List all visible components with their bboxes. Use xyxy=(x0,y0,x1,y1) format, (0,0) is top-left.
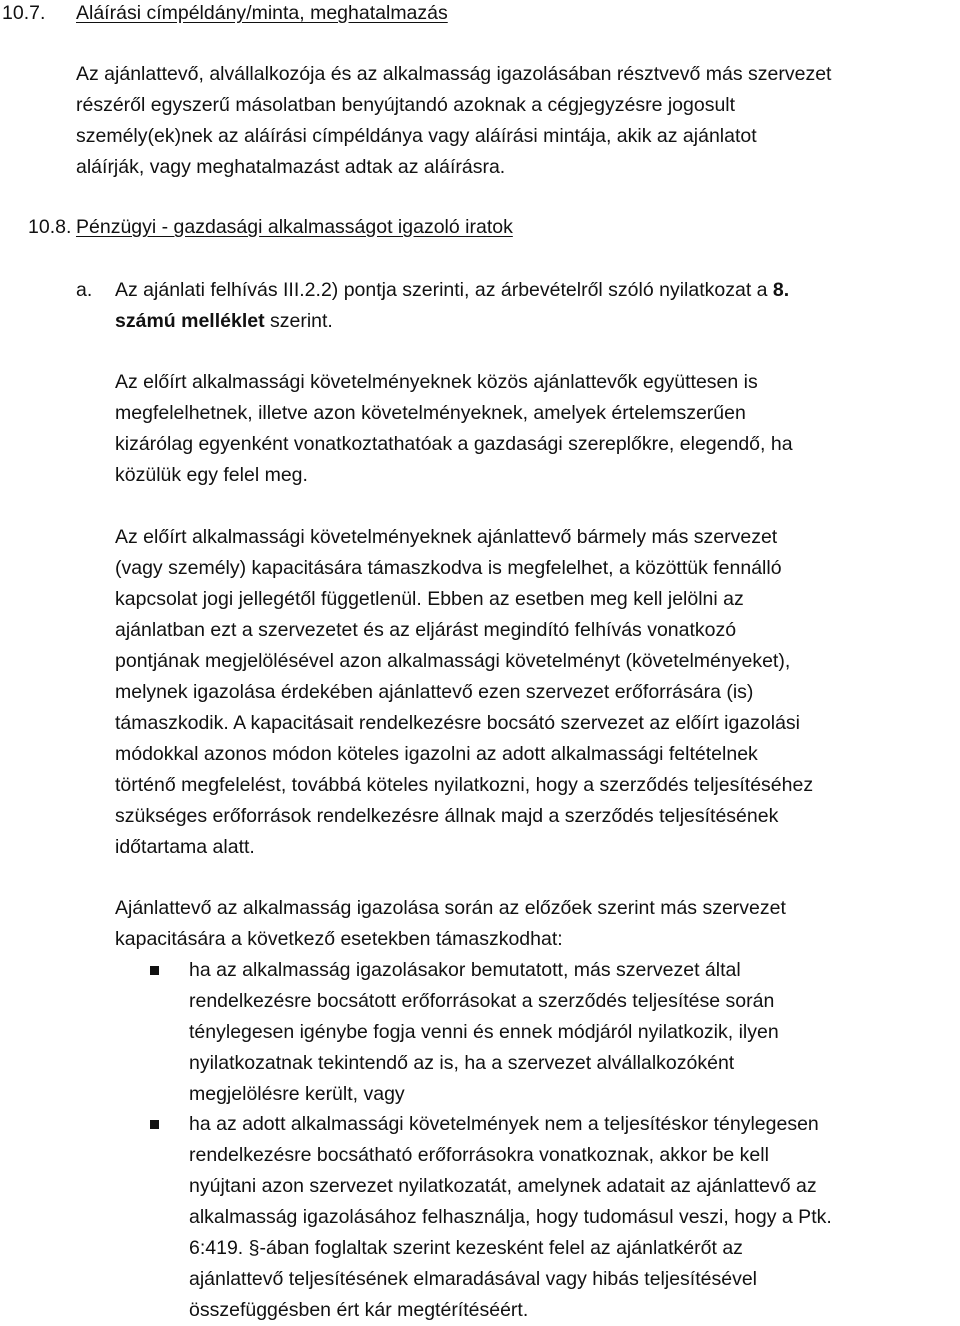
item-a-body xyxy=(115,275,956,337)
item-a-text: Az ajánlati felhívás III.2.2) pontja szerinti, az árbevételről szóló nyilatkozat a xyxy=(115,279,768,301)
text-line: történő megfelelést, továbbá köteles nyilatkozni, hogy a szerződés teljesítéséhez xyxy=(115,774,814,796)
section-10-7-body xyxy=(76,59,956,183)
text-line: megfelelhetnek, illetve azon követelményeknek, amelyek értelemszerűen xyxy=(115,402,746,424)
bullet-item-2 xyxy=(189,1109,956,1326)
text-line: nyilatkozatnak tekintendő az is, ha a szervezet alvállalkozóként xyxy=(189,1052,735,1074)
bullet-item-1 xyxy=(189,955,956,1110)
text-line: szükséges erőforrások rendelkezésre állnak majd a szerződés teljesítésének xyxy=(115,805,779,827)
text-line: ha az adott alkalmassági követelmények nem a teljesítéskor ténylegesen xyxy=(189,1113,819,1135)
text-line: kapacitására a következő esetekben támaszkodhat: xyxy=(115,928,563,950)
text-line: Ajánlattevő az alkalmasság igazolása során az előzőek szerint más szervezet xyxy=(115,897,786,919)
item-a-bold-number: 8. xyxy=(772,279,790,301)
text-line: (vagy személy) kapacitására támaszkodva is megfelelhet, a közöttük fennálló xyxy=(115,557,782,579)
text-line: közülük egy felel meg. xyxy=(115,464,308,486)
section-10-7-heading xyxy=(2,0,448,29)
text-line: kapcsolat jogi jellegétől függetlenül. Ebben az esetben meg kell jelölni az xyxy=(115,588,744,610)
bullet-square-icon xyxy=(150,966,159,975)
text-line: ajánlattevő teljesítésének elmaradásával vagy hibás teljesítésével xyxy=(189,1268,757,1290)
item-a-bold-attachment: számú melléklet xyxy=(115,310,265,332)
paragraph-3 xyxy=(115,893,956,955)
text-line: időtartama alatt. xyxy=(115,836,255,858)
item-a-text-rest: szerint. xyxy=(264,310,333,332)
text-line: Az előírt alkalmassági követelményeknek ajánlattevő bármely más szervezet xyxy=(115,526,778,548)
text-line: személy(ek)nek az aláírási címpéldánya vagy aláírási mintája, akik az ajánlatot xyxy=(76,125,757,147)
text-line: megjelölésre került, vagy xyxy=(189,1083,405,1105)
text-line: módokkal azonos módon köteles igazolni az adott alkalmassági feltételnek xyxy=(115,743,758,765)
section-title: Pénzügyi - gazdasági alkalmasságot igazoló iratok xyxy=(76,216,513,238)
text-line: rendelkezésre bocsátható erőforrásokra vonatkoznak, akkor be kell xyxy=(189,1144,769,1166)
text-line: Az előírt alkalmassági követelményeknek közös ajánlattevők együttesen is xyxy=(115,371,758,393)
text-line: nyújtani azon szervezet nyilatkozatát, amelynek adatait az ajánlattevő az xyxy=(189,1175,817,1197)
text-line: aláírják, vagy meghatalmazást adtak az aláírásra. xyxy=(76,156,506,178)
text-line: Az ajánlattevő, alvállalkozója és az alkalmasság igazolásában résztvevő más szervezet xyxy=(76,63,832,85)
text-line: pontjának megjelölésével azon alkalmassági követelményt (követelményeket), xyxy=(115,650,791,672)
text-line: kizárólag egyenként vonatkoztathatóak a gazdasági szereplőkre, elegendő, ha xyxy=(115,433,793,455)
section-10-8-heading xyxy=(28,212,513,243)
item-a-marker: a. xyxy=(76,279,93,301)
paragraph-1 xyxy=(115,367,956,491)
text-line: támaszkodik. A kapacitásait rendelkezésre bocsátó szervezet az előírt igazolási xyxy=(115,712,801,734)
text-line: részéről egyszerű másolatban benyújtandó azoknak a cégjegyzésre jogosult xyxy=(76,94,736,116)
section-title: Aláírási címpéldány/minta, meghatalmazás xyxy=(76,2,448,24)
text-line xyxy=(115,275,956,306)
text-line: ajánlatban ezt a szervezetet és az eljárást megindító felhívás vonatkozó xyxy=(115,619,737,641)
text-line: alkalmasság igazolásához felhasználja, hogy tudomásul veszi, hogy a Ptk. xyxy=(189,1206,832,1228)
text-line: ténylegesen igénybe fogja venni és ennek módjáról nyilatkozik, ilyen xyxy=(189,1021,779,1043)
bullet-square-icon xyxy=(150,1120,159,1129)
section-number: 10.7. xyxy=(2,2,46,24)
text-line xyxy=(115,306,956,337)
text-line: ha az alkalmasság igazolásakor bemutatott, más szervezet által xyxy=(189,959,741,981)
text-line: összefüggésben ért kár megtérítéséért. xyxy=(189,1299,529,1321)
paragraph-2 xyxy=(115,522,956,863)
section-number: 10.8. xyxy=(28,216,72,238)
text-line: rendelkezésre bocsátott erőforrásokat a szerződés teljesítése során xyxy=(189,990,775,1012)
text-line: melynek igazolása érdekében ajánlattevő ezen szervezet erőforrására (is) xyxy=(115,681,754,703)
text-line: 6:419. §-ában foglaltak szerint kezesként felel az ajánlatkérőt az xyxy=(189,1237,743,1259)
